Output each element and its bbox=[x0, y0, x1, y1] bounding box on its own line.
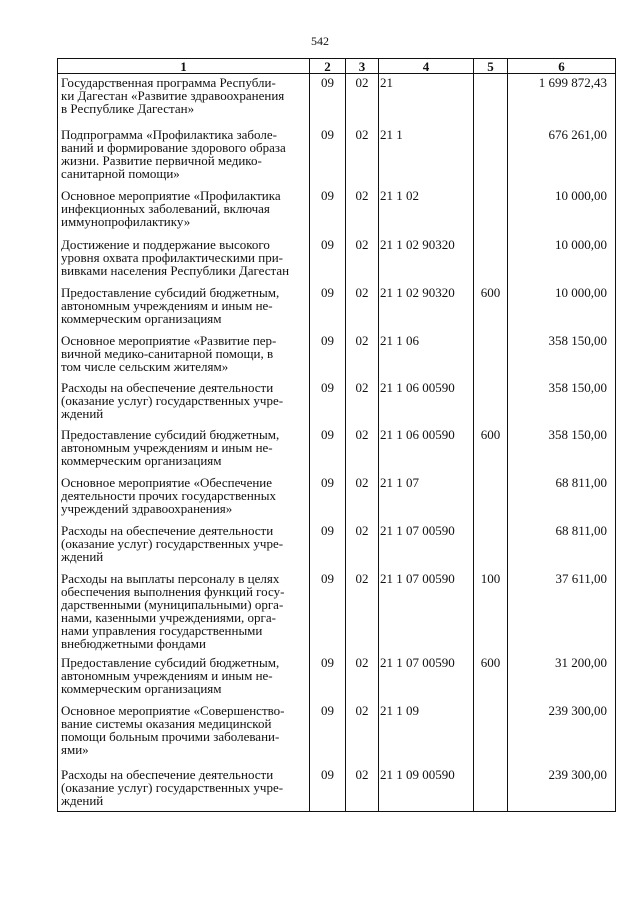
target-article-code: 21 1 06 00590 bbox=[379, 377, 474, 424]
column-header-6: 6 bbox=[508, 59, 616, 74]
target-article-code: 21 1 02 bbox=[379, 185, 474, 234]
row-description: Основное мероприятие «Развитие пер- вичной медико-санитарной помощи, в том числе сельским жителям» bbox=[58, 330, 310, 377]
section-code: 09 bbox=[310, 520, 346, 568]
amount-value: 68 811,00 bbox=[508, 472, 616, 520]
budget-table bbox=[57, 58, 616, 812]
amount-value: 10 000,00 bbox=[508, 185, 616, 234]
subsection-code: 02 bbox=[346, 377, 379, 424]
amount-value: 239 300,00 bbox=[508, 764, 616, 812]
section-code: 09 bbox=[310, 764, 346, 812]
target-article-code: 21 1 07 00590 bbox=[379, 652, 474, 700]
row-description: Государственная программа Республи- ки Дагестан «Развитие здравоохранения в Республике Дагестан» bbox=[58, 74, 310, 124]
expense-type-code bbox=[474, 185, 508, 234]
amount-value: 358 150,00 bbox=[508, 377, 616, 424]
expense-type-code bbox=[474, 377, 508, 424]
table-row bbox=[58, 185, 616, 234]
row-description: Основное мероприятие «Совершенство- вание системы оказания медицинской помощи больным прочими заболевани- ями» bbox=[58, 700, 310, 764]
column-header-4: 4 bbox=[379, 59, 474, 74]
row-description: Предоставление субсидий бюджетным, автономным учреждениям и иным не- коммерческим организациям bbox=[58, 652, 310, 700]
subsection-code: 02 bbox=[346, 652, 379, 700]
section-code: 09 bbox=[310, 472, 346, 520]
amount-value: 358 150,00 bbox=[508, 330, 616, 377]
expense-type-code bbox=[474, 472, 508, 520]
expense-type-code bbox=[474, 764, 508, 812]
section-code: 09 bbox=[310, 568, 346, 652]
subsection-code: 02 bbox=[346, 764, 379, 812]
expense-type-code: 600 bbox=[474, 282, 508, 330]
amount-value: 1 699 872,43 bbox=[508, 74, 616, 124]
subsection-code: 02 bbox=[346, 74, 379, 124]
amount-value: 358 150,00 bbox=[508, 424, 616, 472]
subsection-code: 02 bbox=[346, 520, 379, 568]
target-article-code: 21 1 02 90320 bbox=[379, 282, 474, 330]
row-description: Расходы на обеспечение деятельности (оказание услуг) государственных учре- ждений bbox=[58, 764, 310, 812]
amount-value: 31 200,00 bbox=[508, 652, 616, 700]
table-row bbox=[58, 377, 616, 424]
expense-type-code: 100 bbox=[474, 568, 508, 652]
subsection-code: 02 bbox=[346, 568, 379, 652]
row-description: Предоставление субсидий бюджетным, автономным учреждениям и иным не- коммерческим организациям bbox=[58, 282, 310, 330]
expense-type-code: 600 bbox=[474, 652, 508, 700]
row-description: Подпрограмма «Профилактика заболе- ваний и формирование здорового образа жизни. Развитие первичной медико- санитарной помощи» bbox=[58, 124, 310, 185]
section-code: 09 bbox=[310, 234, 346, 282]
row-description: Расходы на выплаты персоналу в целях обеспечения выполнения функций госу- дарственными (муниципальными) орга- нами, казенными учреждениями, орга- нами управления государственными внебюджетными фондами bbox=[58, 568, 310, 652]
section-code: 09 bbox=[310, 74, 346, 124]
section-code: 09 bbox=[310, 124, 346, 185]
section-code: 09 bbox=[310, 330, 346, 377]
section-code: 09 bbox=[310, 377, 346, 424]
table-row bbox=[58, 700, 616, 764]
table-row bbox=[58, 74, 616, 124]
subsection-code: 02 bbox=[346, 330, 379, 377]
expense-type-code bbox=[474, 74, 508, 124]
amount-value: 239 300,00 bbox=[508, 700, 616, 764]
table-row bbox=[58, 652, 616, 700]
subsection-code: 02 bbox=[346, 234, 379, 282]
amount-value: 676 261,00 bbox=[508, 124, 616, 185]
subsection-code: 02 bbox=[346, 124, 379, 185]
expense-type-code bbox=[474, 520, 508, 568]
expense-type-code: 600 bbox=[474, 424, 508, 472]
row-description: Основное мероприятие «Профилактика инфекционных заболеваний, включая иммунопрофилактику» bbox=[58, 185, 310, 234]
section-code: 09 bbox=[310, 700, 346, 764]
amount-value: 10 000,00 bbox=[508, 282, 616, 330]
column-header-1: 1 bbox=[58, 59, 310, 74]
target-article-code: 21 1 06 bbox=[379, 330, 474, 377]
page-number: 542 bbox=[311, 34, 329, 48]
table-row bbox=[58, 764, 616, 812]
table-body bbox=[58, 74, 616, 812]
row-description: Расходы на обеспечение деятельности (оказание услуг) государственных учре- ждений bbox=[58, 377, 310, 424]
amount-value: 68 811,00 bbox=[508, 520, 616, 568]
expense-type-code bbox=[474, 124, 508, 185]
expense-type-code bbox=[474, 330, 508, 377]
column-header-5: 5 bbox=[474, 59, 508, 74]
section-code: 09 bbox=[310, 282, 346, 330]
subsection-code: 02 bbox=[346, 185, 379, 234]
table-row bbox=[58, 330, 616, 377]
table-row bbox=[58, 520, 616, 568]
table-row bbox=[58, 282, 616, 330]
table-row bbox=[58, 424, 616, 472]
subsection-code: 02 bbox=[346, 424, 379, 472]
expense-type-code bbox=[474, 700, 508, 764]
header-row bbox=[58, 59, 616, 74]
target-article-code: 21 1 06 00590 bbox=[379, 424, 474, 472]
section-code: 09 bbox=[310, 185, 346, 234]
column-header-3: 3 bbox=[346, 59, 379, 74]
table-row bbox=[58, 124, 616, 185]
amount-value: 10 000,00 bbox=[508, 234, 616, 282]
table-row bbox=[58, 472, 616, 520]
target-article-code: 21 1 09 00590 bbox=[379, 764, 474, 812]
amount-value: 37 611,00 bbox=[508, 568, 616, 652]
target-article-code: 21 1 07 bbox=[379, 472, 474, 520]
target-article-code: 21 1 09 bbox=[379, 700, 474, 764]
section-code: 09 bbox=[310, 652, 346, 700]
target-article-code: 21 1 02 90320 bbox=[379, 234, 474, 282]
row-description: Предоставление субсидий бюджетным, автономным учреждениям и иным не- коммерческим организациям bbox=[58, 424, 310, 472]
target-article-code: 21 1 07 00590 bbox=[379, 520, 474, 568]
subsection-code: 02 bbox=[346, 700, 379, 764]
target-article-code: 21 1 bbox=[379, 124, 474, 185]
column-header-2: 2 bbox=[310, 59, 346, 74]
target-article-code: 21 bbox=[379, 74, 474, 124]
row-description: Основное мероприятие «Обеспечение деятельности прочих государственных учреждений здравоохранения» bbox=[58, 472, 310, 520]
section-code: 09 bbox=[310, 424, 346, 472]
row-description: Расходы на обеспечение деятельности (оказание услуг) государственных учре- ждений bbox=[58, 520, 310, 568]
table-row bbox=[58, 234, 616, 282]
row-description: Достижение и поддержание высокого уровня охвата профилактическими при- вивками населения Республики Дагестан bbox=[58, 234, 310, 282]
target-article-code: 21 1 07 00590 bbox=[379, 568, 474, 652]
subsection-code: 02 bbox=[346, 282, 379, 330]
subsection-code: 02 bbox=[346, 472, 379, 520]
expense-type-code bbox=[474, 234, 508, 282]
table-row bbox=[58, 568, 616, 652]
